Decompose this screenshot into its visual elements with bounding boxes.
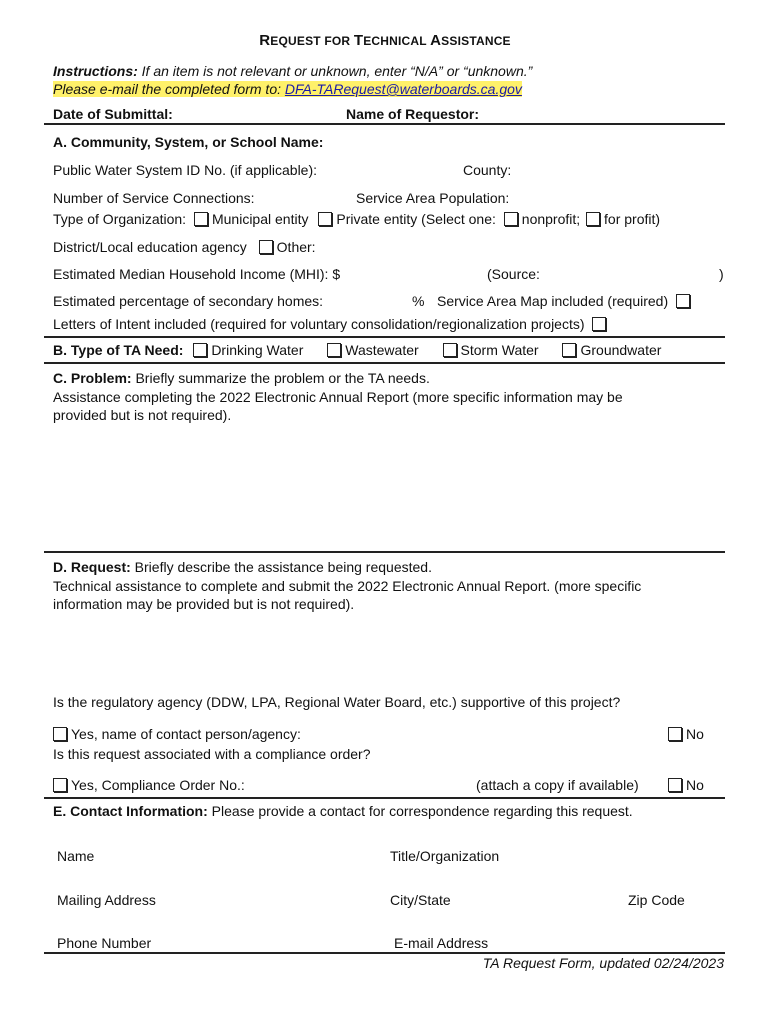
wastewater-label: Wastewater [345, 342, 419, 358]
yes-contact-row [53, 726, 301, 742]
divider [44, 336, 725, 338]
secondary-homes-label: Estimated percentage of secondary homes: [53, 293, 324, 309]
divider [44, 551, 725, 553]
no-order-checkbox[interactable] [668, 778, 682, 792]
divider [44, 952, 725, 954]
no-order-label: No [686, 777, 704, 793]
private-checkbox[interactable] [318, 212, 332, 226]
mhi-label: Estimated Median Household Income (MHI): $ [53, 266, 341, 282]
district-checkbox[interactable] [259, 240, 273, 254]
section-e-heading: E. Contact Information: [53, 803, 208, 819]
instructions [53, 63, 532, 79]
nonprofit-label: nonprofit; [521, 211, 581, 227]
groundwater-checkbox[interactable] [562, 343, 576, 357]
request-text-line-1: Technical assistance to complete and submit the 2022 Electronic Annual Report. (more specific [53, 578, 642, 594]
request-text-line-2: information may be provided but is not required). [53, 596, 355, 612]
yes-order-label: Yes, Compliance Order No.: [71, 777, 245, 793]
municipal-checkbox[interactable] [194, 212, 208, 226]
nonprofit-checkbox[interactable] [504, 212, 518, 226]
date-of-submittal-label: Date of Submittal: [53, 106, 173, 122]
yes-contact-checkbox[interactable] [53, 727, 67, 741]
letters-label: Letters of Intent included (required for voluntary consolidation/regionalization projects) [53, 316, 585, 332]
request-prompt: Briefly describe the assistance being requested. [130, 559, 432, 575]
contact-heading-row [53, 803, 633, 819]
section-c-heading: C. Problem: [53, 370, 132, 386]
storm-water-label: Storm Water [460, 342, 539, 358]
city-state-label: City/State [390, 892, 451, 908]
no-regulatory-row [668, 726, 704, 742]
contact-title-label: Title/Organization [390, 848, 500, 864]
form-footer: TA Request Form, updated 02/24/2023 [482, 955, 724, 971]
no-regulatory-checkbox[interactable] [668, 727, 682, 741]
email-address-label: E-mail Address [394, 935, 489, 951]
service-map-row [437, 293, 694, 309]
private-label: Private entity (Select one: [336, 211, 496, 227]
percent-sign: % [412, 293, 425, 309]
email-instructions [53, 81, 522, 97]
letters-checkbox[interactable] [592, 317, 606, 331]
mailing-address-label: Mailing Address [57, 892, 156, 908]
zip-code-label: Zip Code [628, 892, 685, 908]
population-label: Service Area Population: [356, 190, 510, 206]
email-prefix: Please e-mail the completed form to: [53, 81, 285, 97]
submission-email-link[interactable]: DFA-TARequest@waterboards.ca.gov [284, 81, 522, 97]
phone-number-label: Phone Number [57, 935, 152, 951]
divider [44, 123, 725, 125]
drinking-water-checkbox[interactable] [193, 343, 207, 357]
district-label: District/Local education agency [53, 239, 247, 255]
service-map-label: Service Area Map included (required) [437, 293, 669, 309]
ta-need-row [53, 342, 661, 358]
problem-text-line-2: provided but is not required). [53, 407, 232, 423]
forprofit-label: for profit) [604, 211, 661, 227]
other-label: Other: [276, 239, 316, 255]
divider [44, 362, 725, 364]
problem-text-line-1: Assistance completing the 2022 Electronic Annual Report (more specific information may be [53, 389, 623, 405]
form-title: REQUEST FOR TECHNICAL ASSISTANCE [259, 32, 511, 49]
forprofit-checkbox[interactable] [586, 212, 600, 226]
service-map-checkbox[interactable] [676, 294, 690, 308]
contact-prompt: Please provide a contact for correspondence regarding this request. [207, 803, 633, 819]
source-close: ) [719, 266, 724, 282]
yes-order-checkbox[interactable] [53, 778, 67, 792]
storm-water-checkbox[interactable] [443, 343, 457, 357]
section-a-heading: A. Community, System, or School Name: [53, 134, 324, 150]
instructions-text: If an item is not relevant or unknown, enter “N/A” or “unknown.” [137, 63, 533, 79]
no-order-row [668, 777, 704, 793]
drinking-water-label: Drinking Water [211, 342, 304, 358]
wastewater-checkbox[interactable] [327, 343, 341, 357]
problem-prompt: Briefly summarize the problem or the TA needs. [131, 370, 430, 386]
letters-row [53, 316, 610, 332]
source-label: (Source: [487, 266, 540, 282]
yes-order-row [53, 777, 245, 793]
section-b-heading: B. Type of TA Need: [53, 342, 184, 358]
problem-heading-row [53, 370, 430, 386]
compliance-question: Is this request associated with a compliance order? [53, 746, 371, 762]
divider [44, 797, 725, 799]
request-heading-row [53, 559, 432, 575]
org-type-row [53, 211, 660, 227]
regulatory-question: Is the regulatory agency (DDW, LPA, Regional Water Board, etc.) supportive of this project? [53, 694, 621, 710]
yes-contact-label: Yes, name of contact person/agency: [71, 726, 301, 742]
district-row [53, 239, 316, 255]
name-of-requestor-label: Name of Requestor: [346, 106, 480, 122]
county-label: County: [463, 162, 512, 178]
no-regulatory-label: No [686, 726, 704, 742]
connections-label: Number of Service Connections: [53, 190, 255, 206]
org-type-label: Type of Organization: [53, 211, 187, 227]
municipal-label: Municipal entity [211, 211, 309, 227]
contact-name-label: Name [57, 848, 95, 864]
attach-copy-label: (attach a copy if available) [476, 777, 639, 793]
instructions-label: Instructions: [53, 63, 138, 79]
section-d-heading: D. Request: [53, 559, 131, 575]
pws-id-label: Public Water System ID No. (if applicable): [53, 162, 318, 178]
groundwater-label: Groundwater [580, 342, 662, 358]
